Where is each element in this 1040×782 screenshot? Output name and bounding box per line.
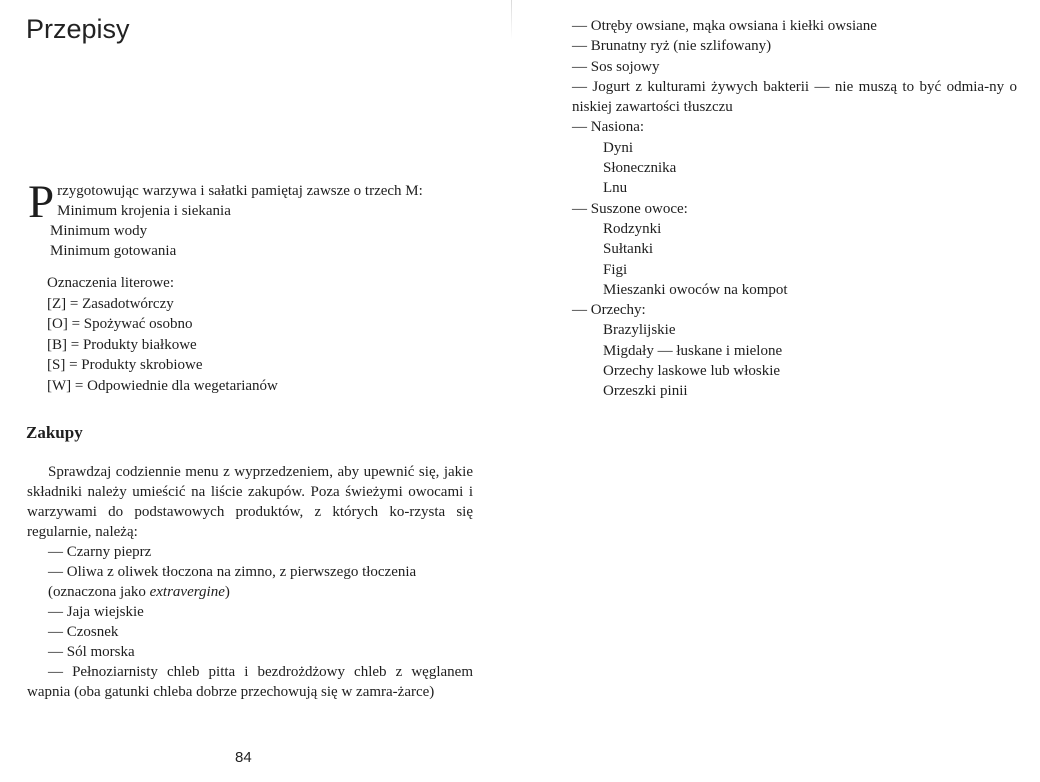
group-dried-fruit (572, 199, 1017, 300)
intro-first-line: rzygotowując warzywa i sałatki pamiętaj zawsze o trzech M: (57, 183, 423, 199)
list-item: — Sól morska (48, 644, 135, 660)
list-item: — Oliwa z oliwek tłoczona na zimno, z pierwszego tłoczenia (48, 564, 417, 580)
legend-item: [O] = Spożywać osobno (47, 316, 193, 332)
sub-item: Dyni (603, 139, 633, 156)
three-m-item: Minimum krojenia i siekania (57, 203, 231, 219)
page-number: 84 (235, 749, 252, 766)
three-m-item: Minimum gotowania (50, 243, 177, 259)
list-item: — Sos sojowy (572, 58, 660, 75)
sub-item: Sułtanki (603, 241, 654, 258)
drop-cap: P (28, 176, 55, 228)
list-item-italic: extravergine (149, 584, 225, 600)
sub-item: Orzechy laskowe lub włoskie (603, 363, 781, 380)
sub-item: Brazylijskie (603, 322, 676, 339)
list-item-text: ) (224, 584, 230, 600)
shopping-list-continued (572, 16, 1017, 402)
sub-item: Lnu (603, 180, 628, 197)
page-title: Przepisy (26, 14, 130, 44)
legend-block (47, 273, 278, 396)
sub-item: Słonecznika (603, 160, 677, 177)
list-item: — Brunatny ryż (nie szlifowany) (572, 38, 772, 55)
list-item-text: (oznaczona jako (48, 584, 146, 600)
list-item: — Otręby owsiane, mąka owsiana i kiełki owsiane (572, 18, 877, 34)
shopping-list (27, 542, 473, 702)
sub-item: Migdały — łuskane i mielone (603, 342, 783, 359)
sub-item: Figi (603, 261, 628, 278)
legend-item: [Z] = Zasadotwórczy (47, 295, 174, 312)
intro-block (28, 176, 498, 261)
sub-item: Mieszanki owoców na kompot (603, 281, 788, 298)
list-item: — Pełnoziarnisty chleb pitta i bezdrożdżowy chleb z węglanem wapnia (oba gatunki chleba dobrze przechowują się w zamra-żarce) (27, 664, 473, 700)
legend-item: [W] = Odpowiednie dla wegetarianów (47, 377, 278, 394)
sub-item: Orzeszki pinii (603, 383, 688, 400)
group-items (572, 138, 1017, 199)
group-label: — Suszone owoce: (572, 200, 688, 217)
zakupy-paragraph: Sprawdzaj codziennie menu z wyprzedzeniem, aby upewnić się, jakie składniki należy umieścić na liście zakupów. Poza świeżymi owocami i warzywami do podstawowych produktów, z których ko-rzysta się regularnie, należą: (27, 464, 473, 540)
group-items (572, 320, 1017, 401)
list-item: — Czosnek (48, 624, 119, 640)
list-item: — Jogurt z kulturami żywych bakterii — nie muszą to być odmia-ny o niskiej zawartości tłuszczu (572, 78, 1017, 116)
sub-item: Rodzynki (603, 220, 662, 237)
right-page (520, 0, 1040, 782)
legend-title: Oznaczenia literowe: (47, 275, 175, 291)
group-seeds (572, 117, 1017, 198)
legend-item: [B] = Produkty białkowe (47, 336, 197, 353)
group-nuts (572, 300, 1017, 401)
page-fold-divider (511, 0, 512, 40)
three-m-list (28, 201, 498, 261)
three-m-item: Minimum wody (50, 223, 148, 239)
list-item-continuation (27, 582, 473, 602)
list-item: — Jaja wiejskie (48, 604, 144, 620)
legend-item: [S] = Produkty skrobiowe (47, 357, 203, 373)
section-title-zakupy: Zakupy (26, 423, 83, 442)
group-items (572, 219, 1017, 300)
zakupy-section (27, 462, 473, 702)
group-label: — Nasiona: (572, 119, 645, 136)
list-item: — Czarny pieprz (48, 544, 152, 560)
group-label: — Orzechy: (572, 302, 646, 319)
